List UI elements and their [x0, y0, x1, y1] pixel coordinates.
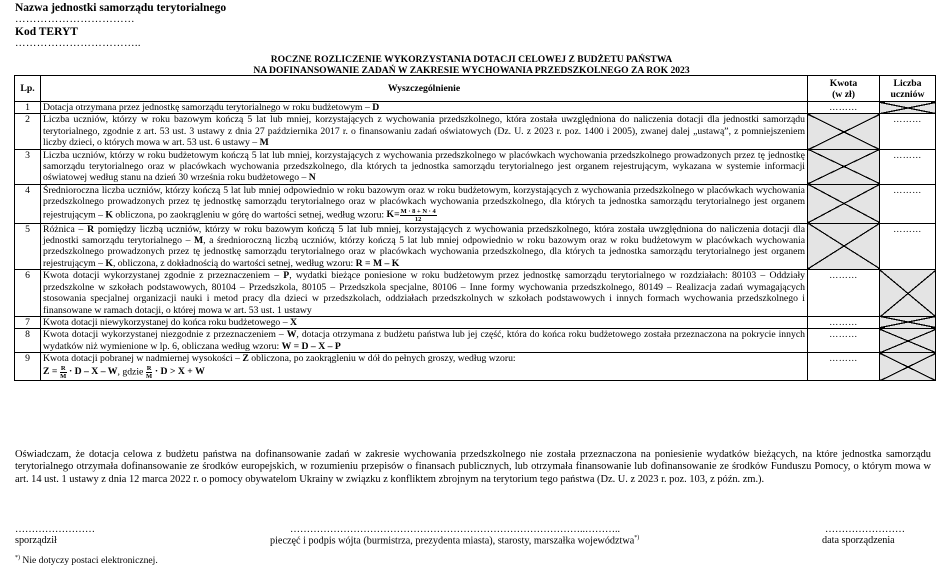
footnote: *) Nie dotyczy postaci elektronicznej. [15, 555, 158, 567]
row-number: 6 [15, 270, 41, 317]
amount-field[interactable]: ……… [808, 353, 880, 380]
row-description: Dotacja otrzymana przez jednostkę samorządu terytorialnego w roku budżetowym – D [41, 102, 808, 114]
amount-field[interactable]: ……… [808, 329, 880, 353]
document-title [0, 55, 943, 76]
formula-z: Z = $\frac{R}{M}$ · D – X – W [43, 364, 118, 380]
table-row [15, 184, 936, 223]
row-number: 5 [15, 223, 41, 270]
header-amount: Kwota (w zł) [808, 76, 880, 102]
table-row [15, 329, 936, 353]
crossed-cell [880, 270, 936, 317]
table-row [15, 102, 936, 114]
row-description: Kwota dotacji niewykorzystanej do końca roku budżetowego – X [41, 316, 808, 328]
prepared-by-signature-line[interactable]: …………………… [15, 524, 95, 535]
count-field[interactable]: ……… [880, 149, 936, 184]
row-description: Liczba uczniów, którzy w roku bazowym kończą 5 lat lub mniej, korzystających z wychowania przedszkolnego, która została uwzględniona do naliczenia dotacji dla jednostki samorządu terytorialnego, zgodnie z art. 53 ust. 3 ustawy z dnia 27 października 2017 r. o finansowaniu zadań oświatowych (Dz. U. z 2023 r. poz. 1400 i 2005), zwanej dalej „ustawą”, z pomniejszeniem liczby dzieci, o których mowa w art. 53 ust. 6 ustawy – M [41, 114, 808, 149]
row-description: Kwota dotacji wykorzystanej zgodnie z przeznaczeniem – P, wydatki bieżące poniesione w roku budżetowym przez jednostkę samorządu terytorialnego w rozdziałach: 80103 – Oddziały przedszkolne w szkołach podstawowych, 80104 – Przedszkola, 80105 – Przedszkola specjalne, 80106 – Inne formy wychowania przedszkolnego, 80149 – Realizacja zadań wymagających stosowania specjalnej organizacji nauki i metod pracy dla dzieci w przedszkolach, oddziałach przedszkolnych w szkołach podstawowych i innych formach wychowania przedszkolnego i finansowane w ramach dotacji, o której mowa w art. 53 ust. 1 ustawy [41, 270, 808, 317]
table-row [15, 149, 936, 184]
crossed-cell [808, 114, 880, 149]
settlement-table [14, 75, 936, 381]
amount-field[interactable]: ……… [808, 270, 880, 317]
count-field[interactable]: ……… [880, 184, 936, 223]
table-header-row [15, 76, 936, 102]
row-number: 1 [15, 102, 41, 114]
unit-name-field: …………………………… [15, 14, 135, 25]
crossed-cell [880, 329, 936, 353]
table-row [15, 353, 936, 380]
count-field[interactable]: ……… [880, 223, 936, 270]
row-number: 8 [15, 329, 41, 353]
crossed-cell [808, 184, 880, 223]
header-description: Wyszczególnienie [41, 76, 808, 102]
row-number: 9 [15, 353, 41, 380]
table-row [15, 270, 936, 317]
teryt-code-field: …………………………….. [15, 38, 141, 49]
row-description: Kwota dotacji wykorzystanej niezgodnie z przeznaczeniem – W, dotacja otrzymana z budżetu państwa lub jej część, która do końca roku budżetowego została przeznaczona na pokrycie innych wydatków niż wymienione w lp. 6, obliczana według wzoru: W = D – X – P [41, 329, 808, 353]
crossed-cell [880, 353, 936, 380]
row-description: Różnica – R pomiędzy liczbą uczniów, którzy w roku bazowym kończą 5 lat lub mniej, korzystających z wychowania przedszkolnego, która została uwzględniona do naliczenia dotacji dla jednostki samorządu terytorialnego – M, a średnioroczną liczbą uczniów, którzy kończą 5 lat lub mniej odpowiednio w roku bazowym oraz w roku budżetowym w placówkach wychowania przedszkolnego prowadzonych przez tę jednostkę samorządu terytorialnego oraz w placówkach wychowania przedszkolnego, dla których ta jednostka samorządu terytorialnego jest organem rejestrującym – K, obliczona, z dokładnością do wartości setnej, według wzoru: R = M – K [41, 223, 808, 270]
teryt-code-label: Kod TERYT [15, 26, 78, 38]
header-lp: Lp. [15, 76, 41, 102]
crossed-cell [808, 149, 880, 184]
date-label: data sporządzenia [822, 535, 895, 546]
header-count: Liczba uczniów [880, 76, 936, 102]
official-signature-line[interactable]: ……………………………………………………………………………..……….. [290, 524, 620, 535]
table-row [15, 114, 936, 149]
amount-field[interactable]: ……… [808, 316, 880, 328]
row-number: 7 [15, 316, 41, 328]
crossed-cell [808, 223, 880, 270]
formula-w: W = D – X – P [281, 340, 341, 352]
title-line-2: NA DOFINANSOWANIE ZADAŃ W ZAKRESIE WYCHOWANIA PRZEDSZKOLNEGO ZA ROK 2023 [253, 64, 690, 76]
row-number: 2 [15, 114, 41, 149]
unit-name-label: Nazwa jednostki samorządu terytorialnego [15, 2, 227, 14]
official-signature-label: pieczęć i podpis wójta (burmistrza, prezydenta miasta), starosty, marszałka województwa*) [270, 535, 640, 547]
title-line-1: ROCZNE ROZLICZENIE WYKORZYSTANIA DOTACJI CELOWEJ Z BUDŻETU PAŃSTWA [270, 54, 673, 65]
table-row [15, 316, 936, 328]
row-description: Średnioroczna liczba uczniów, którzy kończą 5 lat lub mniej odpowiednio w roku bazowym oraz w roku budżetowym, korzystających z wychowania przedszkolnego w placówkach wychowania przedszkolnego prowadzonych przez tę jednostkę samorządu terytorialnego oraz w placówkach wychowania przedszkolnego, dla których ta jednostka samorządu terytorialnego jest organem rejestrującym – K obliczona, po zaokrągleniu w górę do wartości setnej, według wzoru: K= $\frac{M \cdot 8 + N \cdot 4}{12}$ [41, 184, 808, 223]
row-description: Kwota dotacji pobranej w nadmiernej wysokości – Z obliczona, po zaokrągleniu w dół do pełnych groszy, według wzoru: Z = $\frac{R}{M}$ · D – X – W, gdzie $\frac{R}{M}$ · D > X + W [41, 353, 808, 380]
formula-r: R = M – K [355, 257, 400, 269]
date-signature-line[interactable]: …………………… [825, 524, 905, 535]
formula-k: K= $\frac{M \cdot 8 + N \cdot 4}{12}$ [386, 207, 436, 223]
declaration-text: Oświadczam, że dotacja celowa z budżetu państwa na dofinansowanie zadań w zakresie wychowania przedszkolnego nie została przeznaczona na poniesienie wydatków bieżących, na które jednostka samorządu terytorialnego otrzymała dofinansowanie ze środków europejskich, w rozumieniu przepisów o finansach publicznych, lub otrzymała finansowanie lub dofinansowanie ze środków Funduszu Pomocy, o którym mowa w art. 14 ust. 1 ustawy z dnia 12 marca 2022 r. o pomocy obywatelom Ukrainy w związku z konfliktem zbrojnym na terytorium tego państwa (Dz. U. z 2023 r. poz. 103, z późn. zm.). [15, 449, 931, 485]
count-field[interactable]: ……… [880, 114, 936, 149]
table-row [15, 223, 936, 270]
crossed-cell [880, 102, 936, 114]
crossed-cell [880, 316, 936, 328]
row-number: 3 [15, 149, 41, 184]
row-description: Liczba uczniów, którzy w roku budżetowym kończą 5 lat lub mniej, korzystających z wychowania przedszkolnego w placówkach wychowania przedszkolnego prowadzonych przez tę jednostkę samorządu terytorialnego oraz w placówkach wychowania przedszkolnego, dla których ta jednostka samorządu terytorialnego jest organem rejestrującym, wykazana w systemie informacji oświatowej według stanu na dzień 30 września roku budżetowego – N [41, 149, 808, 184]
amount-field[interactable]: ……… [808, 102, 880, 114]
row-number: 4 [15, 184, 41, 223]
prepared-by-label: sporządził [15, 535, 57, 546]
